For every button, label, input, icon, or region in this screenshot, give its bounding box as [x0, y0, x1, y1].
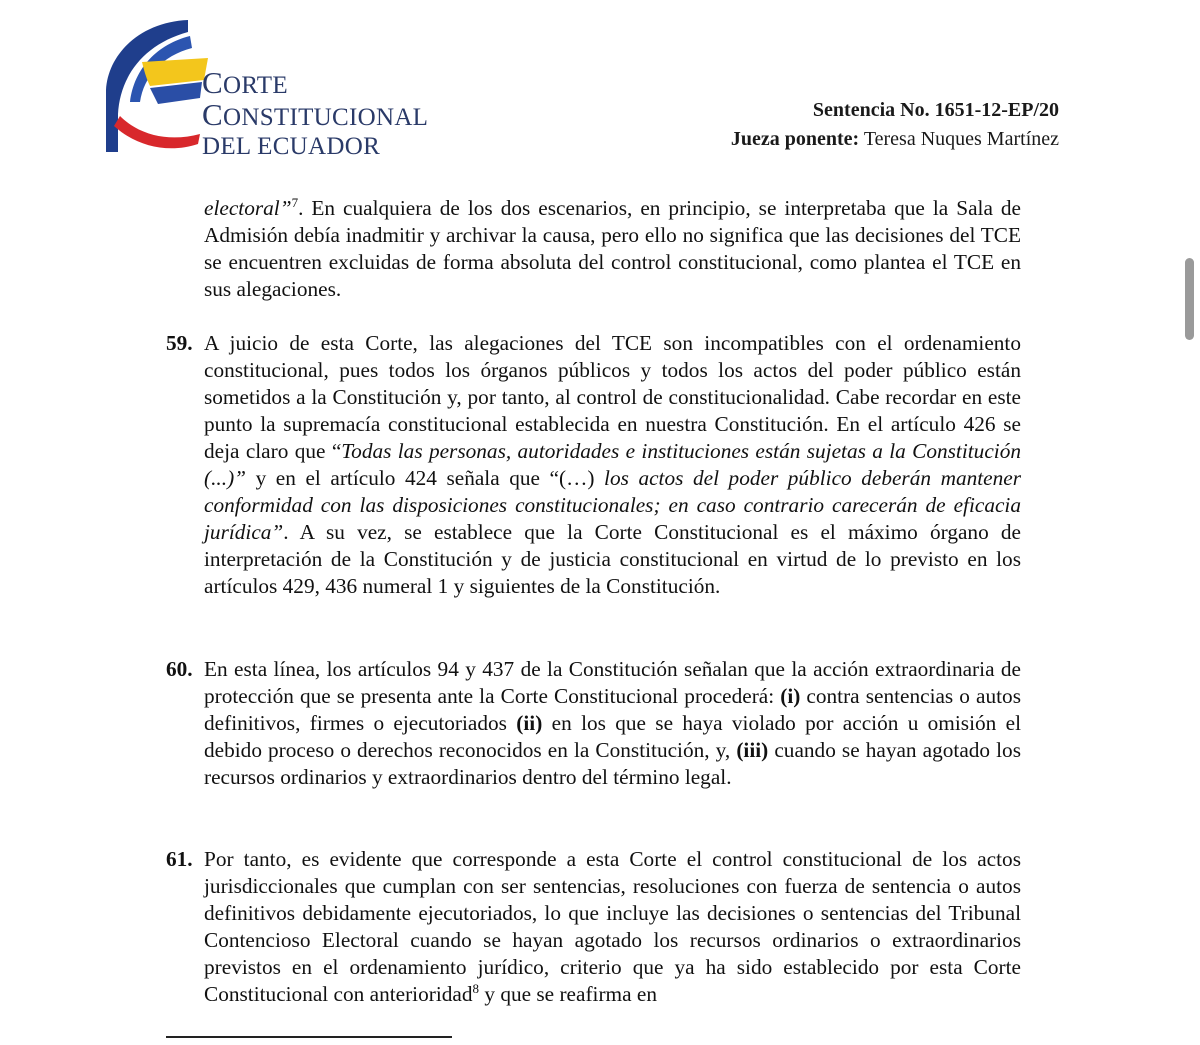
court-name [202, 65, 429, 161]
footnote-ref-8[interactable]: 8 [472, 980, 480, 996]
paragraph-number-59: 59. [166, 331, 193, 355]
paragraph-number-60: 60. [166, 657, 193, 681]
logo-line-3: DEL ECUADOR [202, 133, 381, 160]
italic-electoral: electoral [204, 196, 280, 220]
document-header [731, 96, 1059, 154]
quote-article-426: Todas las personas, autoridades e instituciones están sujetas a la Constitución (...)” [204, 439, 1021, 490]
footnote-ref-7[interactable]: 7 [291, 194, 299, 210]
paragraph-60-text-c: en los que se haya violado por acción u omisión el debido proceso o derechos reconocidos en la Constitución, y, [204, 711, 1021, 762]
court-emblem-icon [100, 18, 210, 158]
court-logo [100, 18, 430, 158]
paragraph-60 [166, 656, 1021, 791]
sentencia-number: Sentencia No. 1651-12-EP/20 [812, 99, 1059, 121]
vertical-scrollbar[interactable] [1185, 258, 1194, 340]
paragraph-61-text-b: y que se reafirma en [479, 982, 657, 1006]
jueza-name: Teresa Nuques Martínez [863, 128, 1059, 150]
logo-line-1: CORTE [202, 65, 288, 100]
enum-iii: (iii) [736, 738, 769, 762]
logo-line-2: CONSTITUCIONAL [202, 97, 429, 132]
paragraph-59-text-a: A juicio de esta Corte, las alegaciones del TCE son incompatibles con el ordenamiento constitucional, pues todos los órganos públicos y todos los actos del poder público están sometidos a la Constitución y, por tanto, al control de constitucionalidad. Cabe recordar en este punto la supremacía constitucional establecida en nuestra Constitución. En el artículo 426 se deja claro que “ [204, 331, 1021, 463]
paragraph-59 [166, 330, 1022, 600]
paragraph-number-61: 61. [166, 847, 193, 871]
enum-ii: (ii) [516, 711, 543, 735]
paragraph-59-text-c: . A su vez, se establece que la Corte Constitucional es el máximo órgano de interpretación de la Constitución y de justicia constitucional en virtud de lo previsto en los artículos 429, 436 numeral 1 y siguientes de la Constitución. [204, 520, 1021, 598]
paragraph-59-text-b: y en el artículo 424 señala que “(…) [246, 466, 605, 490]
paragraph-61 [166, 846, 1021, 1008]
jueza-label: Jueza ponente: [730, 128, 860, 150]
logo-line-1-rest: ORTE [222, 72, 288, 99]
paragraph-58-continuation [204, 195, 1021, 303]
paragraph-60-text-b: contra sentencias o autos definitivos, firmes o ejecutoriados [204, 684, 1021, 735]
paragraph-58-text: . En cualquiera de los dos escenarios, en principio, se interpretaba que la Sala de Admisión debía inadmitir y archivar la causa, pero ello no significa que las decisiones del TCE se encuentren excluidas de forma absoluta del control constitucional, como plantea el TCE en sus alegaciones. [204, 196, 1021, 301]
enum-i: (i) [780, 684, 801, 708]
footnote-separator [166, 1036, 452, 1038]
paragraph-60-text-d: cuando se hayan agotado los recursos ordinarios y extraordinarios dentro del término legal. [204, 738, 1021, 789]
closing-quote: ” [279, 196, 292, 220]
paragraph-61-text-a: Por tanto, es evidente que corresponde a esta Corte el control constitucional de los actos jurisdiccionales que cumplan con ser sentencias, resoluciones con fuerza de sentencia o autos definitivos debidamente ejecutoriados, lo que incluye las decisiones o sentencias del Tribunal Contencioso Electoral cuando se hayan agotado los recursos ordinarios o extraordinarios previstos en el ordenamiento jurídico, criterio que ya ha sido establecido por esta Corte Constitucional con anterioridad [204, 847, 1021, 1006]
paragraph-60-text-a: En esta línea, los artículos 94 y 437 de la Constitución señalan que la acción extraordinaria de protección que se presenta ante la Corte Constitucional procederá: [204, 657, 1021, 708]
quote-article-424: los actos del poder público deberán mantener conformidad con las disposiciones constitucionales; en caso contrario carecerán de eficacia jurídica” [204, 466, 1022, 544]
